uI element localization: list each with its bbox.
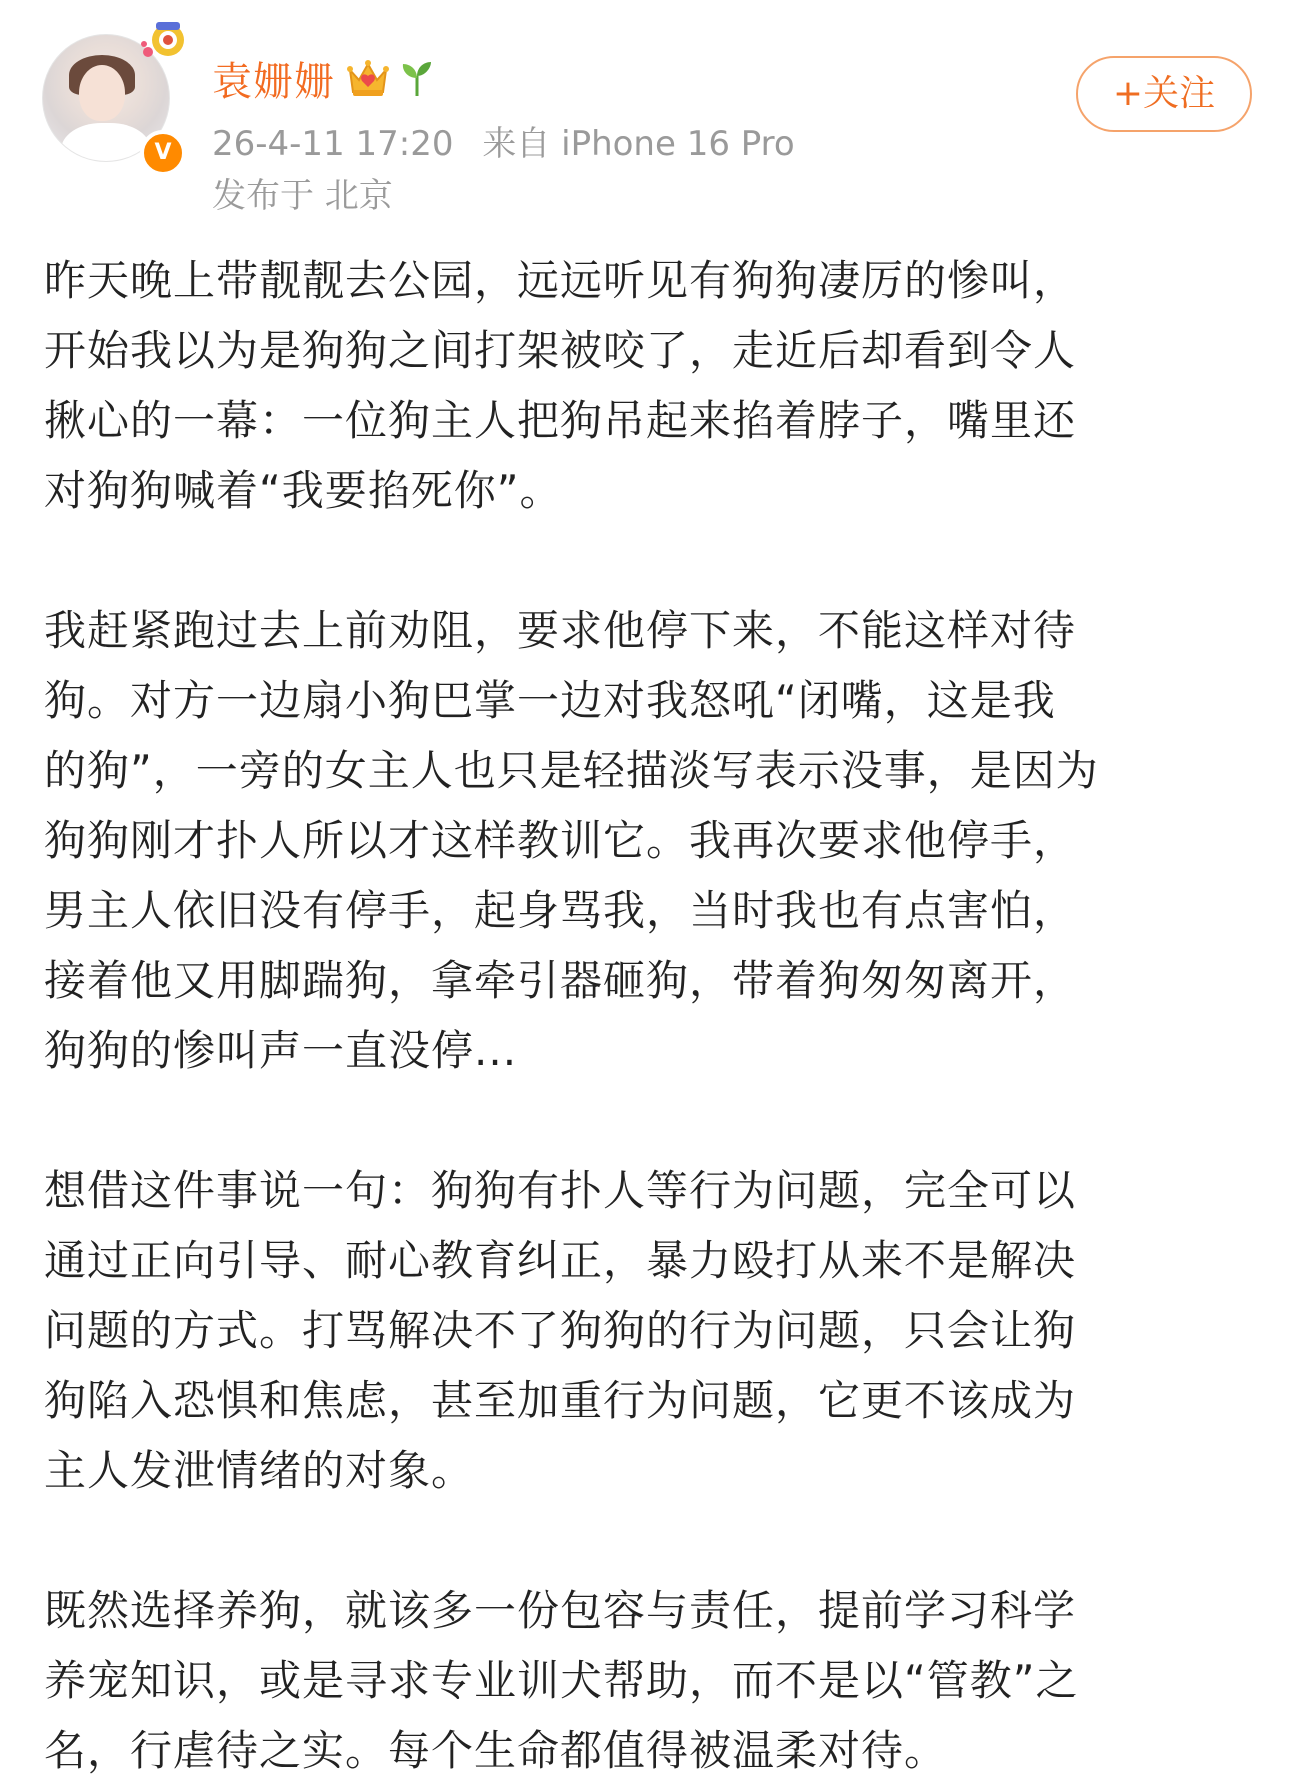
post-line: 开始我以为是狗狗之间打架被咬了，走近后却看到令人 bbox=[44, 326, 1077, 375]
post-line: 狗。对方一边扇小狗巴掌一边对我怒吼“闭嘴，这是我 bbox=[44, 676, 1056, 725]
post-timestamp: 26-4-11 17:20 bbox=[212, 124, 454, 164]
post-line: 狗狗刚才扑人所以才这样教训它。我再次要求他停手， bbox=[44, 816, 1077, 865]
post-line: 名，行虐待之实。每个生命都值得被温柔对待。 bbox=[44, 1726, 948, 1775]
post-meta bbox=[212, 116, 795, 165]
post-line: 既然选择养狗，就该多一份包容与责任，提前学习科学 bbox=[44, 1586, 1077, 1635]
user-name[interactable]: 袁姗姗 bbox=[212, 58, 335, 105]
post-source: 来自 iPhone 16 Pro bbox=[482, 124, 795, 164]
post-line: 接着他又用脚踹狗，拿牵引器砸狗，带着狗匆匆离开， bbox=[44, 956, 1077, 1005]
post-location: 发布于 北京 bbox=[212, 176, 393, 216]
post-line: 养宠知识，或是寻求专业训犬帮助，而不是以“管教”之 bbox=[44, 1656, 1079, 1705]
post-line: 揪心的一幕：一位狗主人把狗吊起来掐着脖子，嘴里还 bbox=[44, 396, 1077, 445]
post-paragraph bbox=[44, 596, 1254, 1086]
post-line: 我赶紧跑过去上前劝阻，要求他停下来，不能这样对待 bbox=[44, 606, 1077, 655]
post-line: 主人发泄情绪的对象。 bbox=[44, 1446, 475, 1495]
post-line: 通过正向引导、耐心教育纠正，暴力殴打从来不是解决 bbox=[44, 1236, 1077, 1285]
post-header bbox=[0, 0, 1290, 230]
pendant-icon bbox=[138, 14, 192, 68]
post-paragraph bbox=[44, 246, 1254, 526]
post-line: 狗狗的惨叫声一直没停... bbox=[44, 1026, 518, 1075]
avatar-face bbox=[79, 65, 125, 121]
avatar-area[interactable] bbox=[42, 34, 172, 165]
post-content bbox=[44, 246, 1254, 1786]
avatar-body bbox=[61, 123, 151, 162]
follow-button[interactable]: +关注 bbox=[1076, 56, 1252, 132]
crown-icon bbox=[345, 56, 391, 100]
post-paragraph bbox=[44, 1576, 1254, 1786]
post-paragraph bbox=[44, 1156, 1254, 1506]
post-line: 问题的方式。打骂解决不了狗狗的行为问题，只会让狗 bbox=[44, 1306, 1077, 1355]
post-line: 对狗狗喊着“我要掐死你”。 bbox=[44, 466, 563, 515]
post-line: 男主人依旧没有停手，起身骂我，当时我也有点害怕， bbox=[44, 886, 1077, 935]
post-line: 想借这件事说一句：狗狗有扑人等行为问题，完全可以 bbox=[44, 1166, 1077, 1215]
verified-badge-icon: V bbox=[140, 130, 186, 176]
user-name-row bbox=[212, 48, 437, 108]
post-line: 的狗”，一旁的女主人也只是轻描淡写表示没事，是因为 bbox=[44, 746, 1099, 795]
post-line: 昨天晚上带靓靓去公园，远远听见有狗狗凄厉的惨叫， bbox=[44, 256, 1077, 305]
post-line: 狗陷入恐惧和焦虑，甚至加重行为问题，它更不该成为 bbox=[44, 1376, 1077, 1425]
sprout-icon bbox=[397, 56, 437, 100]
